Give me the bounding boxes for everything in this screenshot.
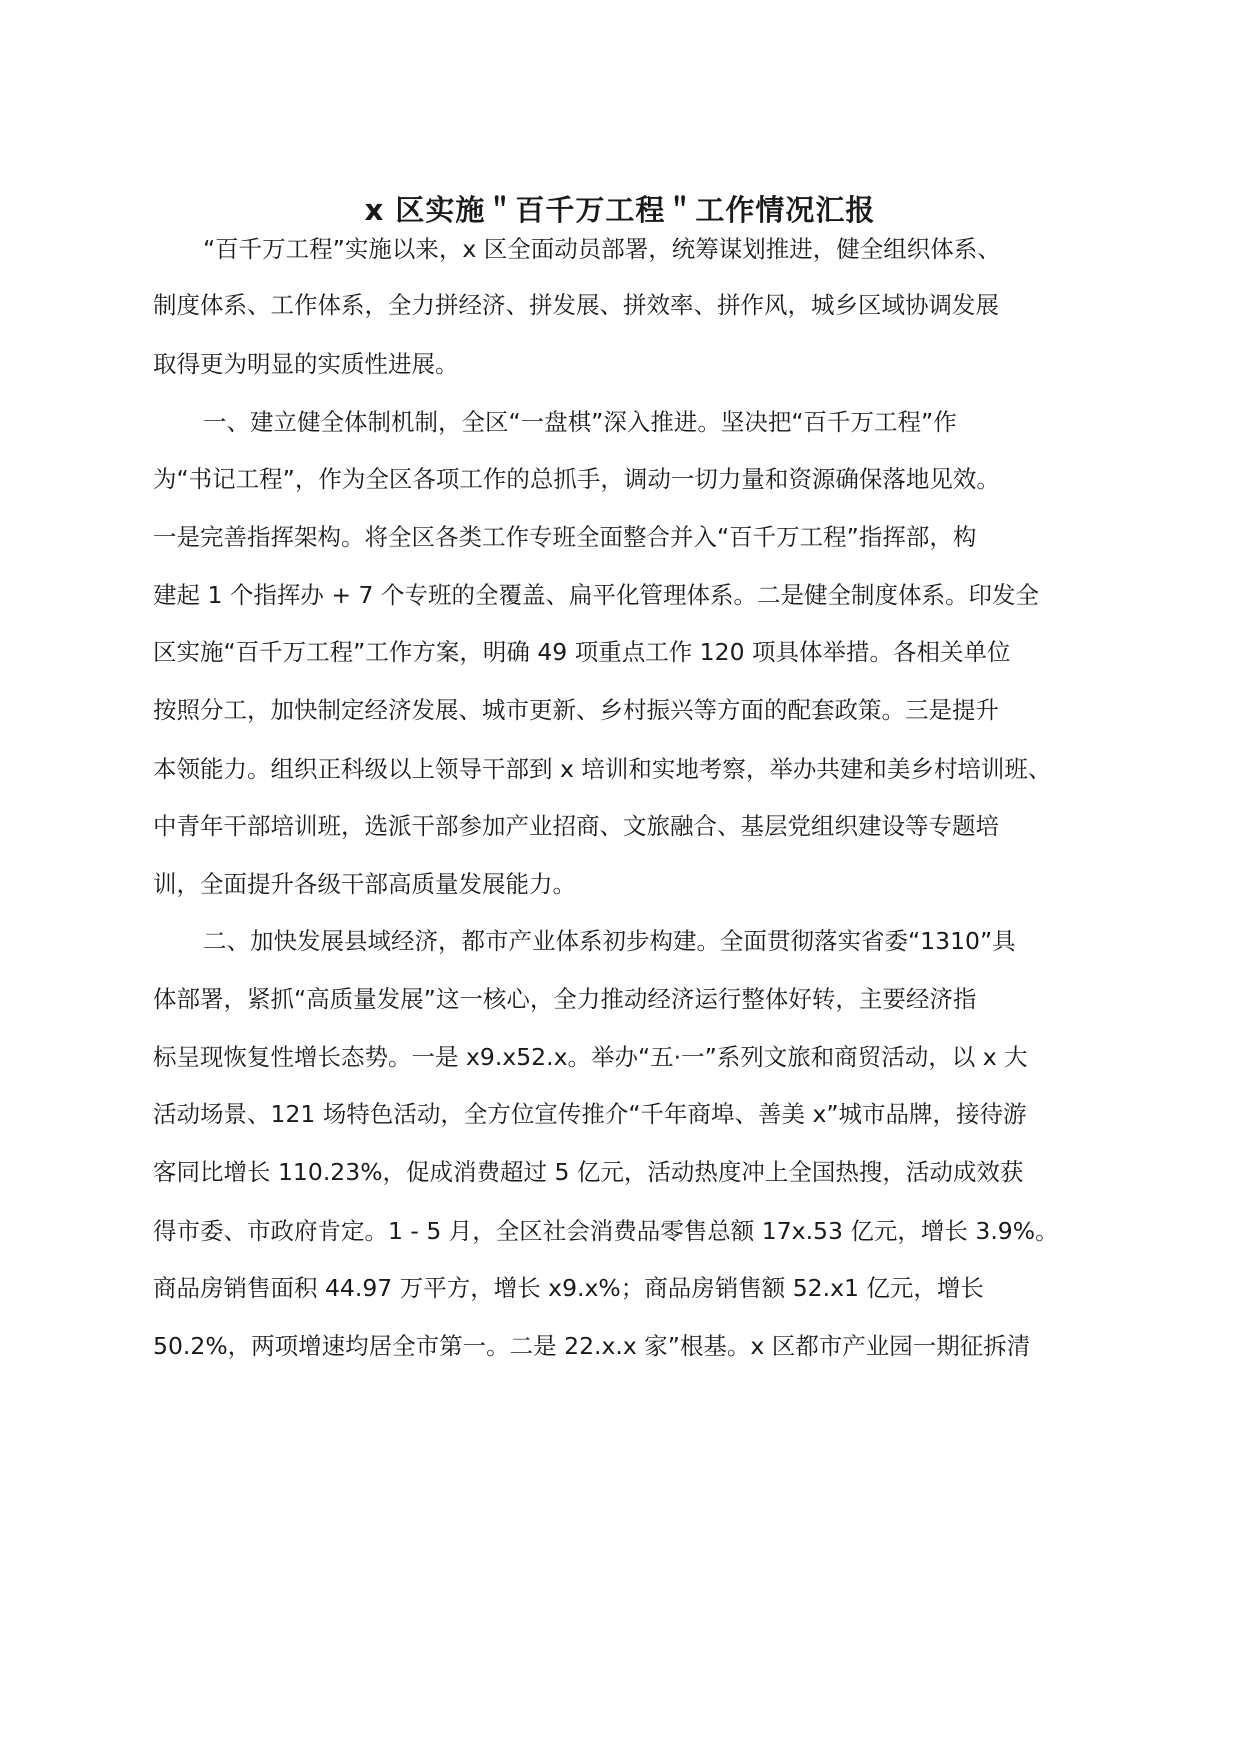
section-1-line-8: 中青年干部培训班，选派干部参加产业招商、文旅融合、基层党组织建设等专题培 (153, 812, 999, 840)
section-1-line-5: 区实施“百千万工程”工作方案，明确 49 项重点工作 120 项具体举措。各相关单位 (153, 638, 1011, 666)
section-2-line-7: 商品房销售面积 44.97 万平方，增长 x9.x%；商品房销售额 52.x1 亿元，增长 (153, 1274, 984, 1302)
section-1-line-1: 一、建立健全体制机制，全区“一盘棋”深入推进。坚决把“百千万工程”作 (203, 408, 957, 436)
section-2-line-5: 客同比增长 110.23%，促成消费超过 5 亿元，活动热度冲上全国热搜，活动成效获 (153, 1158, 1024, 1186)
section-1-line-6: 按照分工，加快制定经济发展、城市更新、乡村振兴等方面的配套政策。三是提升 (153, 696, 999, 724)
section-2-line-8: 50.2%，两项增速均居全市第一。二是 22.x.x 家”根基。x 区都市产业园一期征拆清 (153, 1332, 1031, 1360)
section-2-line-4: 活动场景、121 场特色活动，全方位宣传推介“千年商埠、善美 x”城市品牌，接待游 (153, 1100, 1027, 1128)
paragraph-intro-line-2: 制度体系、工作体系，全力拼经济、拼发展、拼效率、拼作风，城乡区域协调发展 (153, 291, 999, 319)
section-2-line-2: 体部署，紧抓“高质量发展”这一核心，全力推动经济运行整体好转，主要经济指 (153, 985, 977, 1013)
section-2-line-6: 得市委、市政府肯定。1 - 5 月，全区社会消费品零售总额 17x.53 亿元，增长 3.9%。 (153, 1217, 1059, 1245)
section-1-line-4: 建起 1 个指挥办 + 7 个专班的全覆盖、扁平化管理体系。二是健全制度体系。印发全 (153, 581, 1039, 609)
paragraph-intro-line-3: 取得更为明显的实质性进展。 (153, 350, 459, 378)
paragraph-intro-line-1: “百千万工程”实施以来，x 区全面动员部署，统筹谋划推进，健全组织体系、 (203, 235, 1001, 263)
section-1-line-9: 训，全面提升各级干部高质量发展能力。 (153, 870, 576, 898)
section-1-line-2: 为“书记工程”，作为全区各项工作的总抓手，调动一切力量和资源确保落地见效。 (153, 465, 1000, 493)
section-1-line-7: 本领能力。组织正科级以上领导干部到 x 培训和实地考察，举办共建和美乡村培训班、 (153, 755, 1052, 783)
document-title: x 区实施＂百千万工程＂工作情况汇报 (364, 193, 876, 227)
section-1-line-3: 一是完善指挥架构。将全区各类工作专班全面整合并入“百千万工程”指挥部，构 (153, 523, 977, 551)
section-2-line-1: 二、加快发展县域经济，都市产业体系初步构建。全面贯彻落实省委“1310”具 (203, 927, 1016, 955)
section-2-line-3: 标呈现恢复性增长态势。一是 x9.x52.x。举办“五·一”系列文旅和商贸活动，以 x 大 (153, 1043, 1028, 1071)
